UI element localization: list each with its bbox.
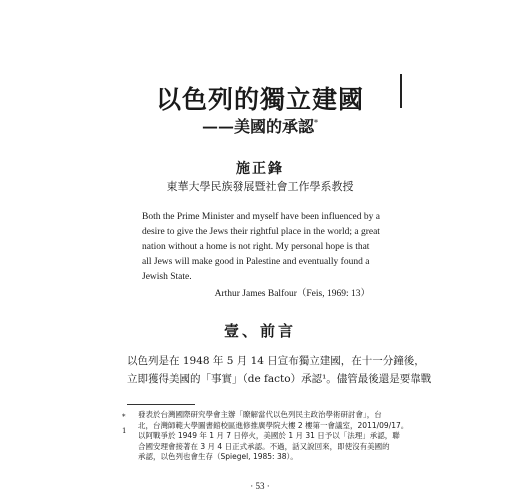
- footnote-line: 以阿戰爭於 1949 年 1 月 7 日停火，美國於 1 月 31 日予以「法理」承認，聯: [138, 431, 400, 440]
- footnote-line: 發表於台灣國際研究學會主辦「瞭解當代以色列民主政治學術研討會」，台: [138, 410, 382, 419]
- subtitle-footnote-mark: *: [314, 118, 318, 128]
- epigraph-line: all Jews will make good in Palestine and eventually found a: [142, 257, 370, 267]
- body-line: 立即獲得美國的「事實」（de facto）承認¹。儘管最後還是要靠戰: [127, 373, 432, 385]
- epigraph-line: nation without a home is not right. My personal hope is that: [142, 242, 370, 252]
- body-line: 以色列是在 1948 年 5 月 14 日宣布獨立建國，在十一分鐘後，: [127, 355, 425, 367]
- footnote-marker: *: [122, 413, 126, 421]
- epigraph-attribution: Arthur James Balfour（Feis, 1969: 13）: [214, 289, 370, 299]
- page-number: · 53 ·: [250, 481, 270, 491]
- author-affiliation: 東華大學民族發展暨社會工作學系教授: [166, 180, 354, 193]
- footnote-marker: 1: [122, 427, 127, 435]
- article-subtitle: [0, 114, 520, 137]
- epigraph-line: Jewish State.: [142, 272, 192, 282]
- epigraph-quote: [142, 210, 380, 285]
- section-heading: 壹、前言: [223, 322, 296, 340]
- body-paragraph: [127, 352, 432, 388]
- footnote-separator: [127, 404, 195, 405]
- epigraph-line: Both the Prime Minister and myself have been influenced by a: [142, 212, 380, 222]
- footnote-line: 合國安理會接著在 3 月 4 日正式承認。不過，話又說回來，即使沒有美國的: [138, 441, 390, 451]
- article-title: 以色列的獨立建國: [155, 85, 364, 114]
- footnotes: [138, 410, 414, 463]
- footnote-line: 北，台灣師範大學圖書館校區進修推廣學院大樓 2 樓第一會議室，2011/09/17。: [138, 420, 409, 430]
- footnote-line: 承認，以色列也會生存（Spiegel, 1985: 38）。: [138, 452, 298, 461]
- footnote-markers: [122, 412, 126, 436]
- subtitle-text: ——美國的承認: [201, 117, 314, 136]
- author-name: 施正鋒: [236, 161, 284, 177]
- epigraph-line: desire to give the Jews their rightful place in the world; a great: [142, 227, 380, 237]
